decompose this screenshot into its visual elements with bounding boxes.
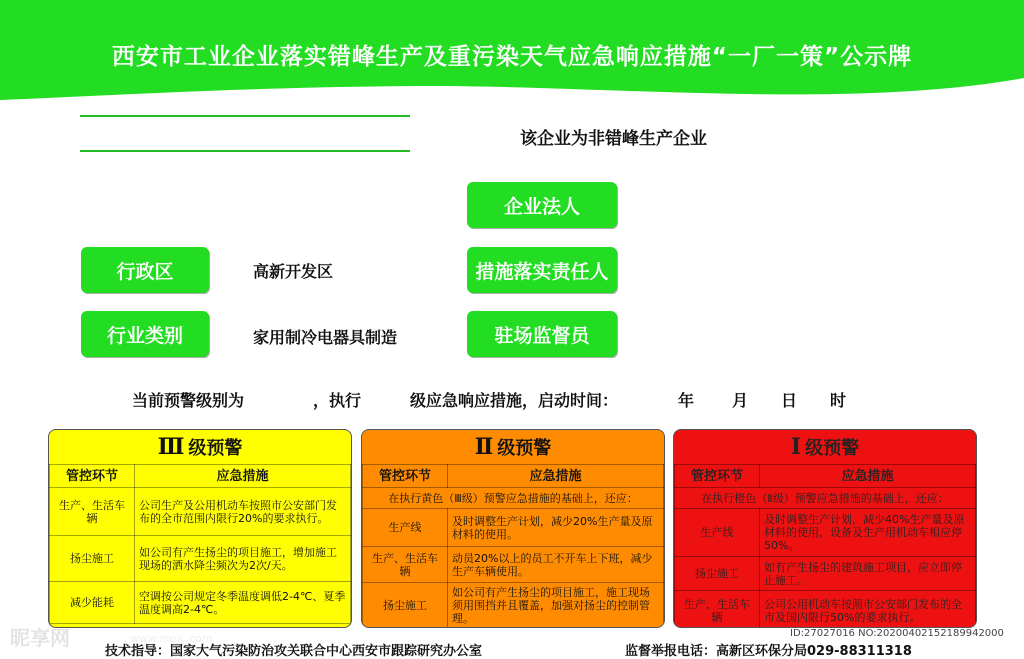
footer-hotline: 监督举报电话：高新区环保分局029-88311318: [625, 644, 912, 659]
level-3-name: 级预警: [188, 438, 243, 459]
level-3-title: [49, 430, 351, 464]
table-row-measure: 及时调整生产计划，减少40%生产量及原材料的使用，设备及生产用机动车相应停50%。: [760, 509, 976, 557]
legal-person-label: 企业法人: [467, 182, 617, 228]
table-row-measure: 公司公用机动车按照市公安部门发布的全市及国内限行50%的要求执行。: [760, 591, 976, 629]
col-stage-header: 管控环节: [363, 465, 448, 488]
alert-month: 月: [732, 391, 749, 410]
table-row-measure: 空调按公司规定冬季温度调低2-4℃、夏季温度调高2-4℃。: [135, 582, 351, 624]
level-2-table: [362, 464, 664, 628]
level-1-note: 在执行橙色（Ⅱ级）预警应急措施的基础上，还应：: [675, 488, 976, 509]
table-row-stage: 生产、生活车辆: [363, 547, 448, 583]
industry-value: 家用制冷电器具制造: [253, 328, 398, 347]
level-3-table: [49, 464, 351, 624]
level-2-note: 在执行黄色（Ⅲ级）预警应急措施的基础上，还应：: [363, 488, 664, 509]
table-row-measure: 如有产生扬尘的建筑施工项目，应立即停止施工。: [760, 557, 976, 591]
table-row-measure: 如公司有产生扬尘的项目施工，增加施工现场的洒水降尘频次为2次/天。: [135, 536, 351, 582]
district-label: 行政区: [81, 247, 209, 293]
page-title: 西安市工业企业落实错峰生产及重污染天气应急响应措施“一厂一策”公示牌: [111, 44, 913, 70]
table-row-stage: 生产线: [363, 509, 448, 547]
alert-part1: 当前预警级别为: [132, 391, 245, 410]
col-measure-header: 应急措施: [135, 465, 351, 488]
alert-part3: 级应急响应措施，启动时间：: [410, 391, 619, 410]
table-row-measure: 及时调整生产计划，减少20%生产量及原材料的使用。: [448, 509, 664, 547]
table-row-measure: 动员20%以上的员工不开车上下班，减少生产车辆使用。: [448, 547, 664, 583]
alert-part2: ，执行: [313, 391, 362, 410]
col-measure-header: 应急措施: [760, 465, 976, 488]
table-row-stage: 扬尘施工: [363, 583, 448, 629]
company-address-line: [80, 150, 410, 152]
alert-hour: 时: [830, 391, 847, 410]
level-1-panel: [673, 429, 977, 628]
table-row-stage: 扬尘施工: [675, 557, 760, 591]
status-text: 该企业为非错峰生产企业: [520, 129, 707, 149]
level-3-roman: Ⅲ: [157, 434, 185, 460]
level-2-roman: Ⅱ: [474, 434, 494, 460]
table-row-stage: 生产、生活车辆: [675, 591, 760, 629]
district-value: 高新开发区: [253, 262, 334, 281]
level-1-name: 级预警: [805, 438, 860, 459]
level-2-title: [362, 430, 664, 464]
table-row-stage: 生产线: [675, 509, 760, 557]
industry-label: 行业类别: [81, 311, 209, 357]
watermark-id: ID:27027016 NO:20200402152189942000: [790, 628, 1004, 639]
level-2-panel: [361, 429, 665, 628]
table-row-stage: 扬尘施工: [50, 536, 135, 582]
alert-year: 年: [678, 391, 695, 410]
col-stage-header: 管控环节: [50, 465, 135, 488]
col-measure-header: 应急措施: [448, 465, 664, 488]
company-name-line: [80, 115, 410, 117]
level-1-title: [674, 430, 976, 464]
table-row-stage: 减少能耗: [50, 582, 135, 624]
level-1-table: [674, 464, 976, 628]
watermark-url: www.nipic.com: [130, 632, 213, 645]
table-row-measure: 如公司有产生扬尘的项目施工，施工现场须用围挡并且覆盖，加强对扬尘的控制管理。: [448, 583, 664, 629]
supervisor-label: 驻场监督员: [467, 311, 617, 357]
table-row-stage: 生产、生活车辆: [50, 488, 135, 536]
level-1-roman: Ⅰ: [790, 434, 802, 460]
alert-day: 日: [781, 391, 798, 410]
footer-guidance: 技术指导：国家大气污染防治攻关联合中心西安市跟踪研究办公室: [105, 644, 483, 659]
responsible-person-label: 措施落实责任人: [467, 247, 617, 293]
col-stage-header: 管控环节: [675, 465, 760, 488]
table-row-measure: 公司生产及公用机动车按照市公安部门发布的全市范围内限行20%的要求执行。: [135, 488, 351, 536]
watermark-logo: 昵享网: [10, 626, 70, 650]
level-2-name: 级预警: [497, 438, 552, 459]
level-3-panel: [48, 429, 352, 628]
